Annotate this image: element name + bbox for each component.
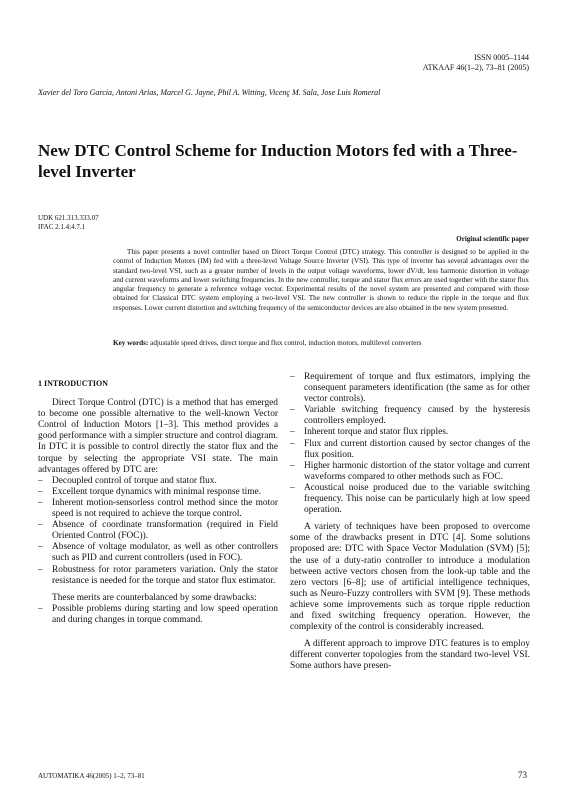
drawbacks-list-continued <box>290 372 530 516</box>
techniques-paragraph: A variety of techniques have been proposed to overcome some of the drawbacks present in DTC [4]. Some solutions proposed are: DTC with Space Vector Modulation (SVM) [5]; the use of a duty-ratio controller to introduce a modulation between active vectors chosen from the look-up table and the zero vectors [6–8]; use of artificial intelligence techniques, such as Neuro-Fuzzy controllers with SVM [9]. These methods achieve some improvements such as torque ripple reduction and fixed switching frequency operation. However, the complexity of the control is considerably increased. <box>290 522 530 633</box>
drawbacks-list <box>38 604 278 626</box>
topology-paragraph: A different approach to improve DTC features is to employ different converter topologies from the standard two-level VSI. Some authors have presen- <box>290 639 530 672</box>
list-item: – Variable switching frequency caused by the hysteresis controllers employed. <box>290 405 530 427</box>
advantages-list <box>38 476 278 587</box>
paper-type: Original scientific paper <box>456 235 529 243</box>
list-item: – Flux and current distortion caused by sector changes of the flux position. <box>290 439 530 461</box>
journal-ref: ATKAAF 46(1–2), 73–81 (2005) <box>422 63 529 72</box>
list-item: – Inherent torque and stator flux ripples. <box>290 427 530 438</box>
list-item: – Decoupled control of torque and stator flux. <box>38 476 278 487</box>
abstract: This paper presents a novel controller based on Direct Torque Control (DTC) strategy. This controller is designed to be applied in the control of Induction Motors (IM) fed with a three-level Voltage Source Inverter (VSI). This type of inverter has several advantages over the standard two-level VSI, such as a greater number of levels in the output voltage waveforms, lower dV/dt, less harmonic distortion in voltage and current waveforms and lower switching frequencies. In the new controller, torque and stator flux errors are used together with the stator flux angular frequency to generate a reference voltage vector. Experimental results of the novel system are presented and compared with those obtained for Classical DTC system employing a two-level VSI. The new controller is shown to reduce the ripple in the torque and flux responses. Lower current distortion and switching frequency of the semiconductor devices are also obtained in the new system presented. <box>113 248 529 312</box>
authors: Xavier del Toro Garcia, Antoni Arias, Marcel G. Jayne, Phil A. Witting, Vicenç M. Sala, Jose Luis Romeral <box>38 88 381 97</box>
keywords-label: Key words: <box>113 339 149 347</box>
list-item: – Requirement of torque and flux estimators, implying the consequent parameters identification (the same as for other vector controls). <box>290 372 530 405</box>
list-item: – Absence of coordinate transformation (required in Field Oriented Control (FOC)). <box>38 520 278 542</box>
list-item: – Higher harmonic distortion of the stator voltage and current waveforms compared to other methods such as FOC. <box>290 461 530 483</box>
intro-paragraph: Direct Torque Control (DTC) is a method that has emerged to become one possible alternative to the well-known Vector Control of Induction Motors [1–3]. This method provides a good performance with a simpler structure and control diagram. In DTC it is possible to control directly the stator flux and the torque by selecting the appropriate VSI state. The main advantages offered by DTC are: <box>38 398 278 475</box>
left-column <box>38 372 278 626</box>
list-item: – Possible problems during starting and low speed operation and during changes in torque command. <box>38 604 278 626</box>
right-column <box>290 372 530 672</box>
list-item: – Absence of voltage modulator, as well as other controllers such as PID and current controllers (used in FOC). <box>38 542 278 564</box>
list-item: – Acoustical noise produced due to the variable switching frequency. This noise can be particularly high at low speed operation. <box>290 483 530 516</box>
list-item: – Robustness for rotor parameters variation. Only the stator resistance is needed for the torque and stator flux estimator. <box>38 565 278 587</box>
list-item: – Inherent motion-sensorless control method since the motor speed is not required to achieve the torque control. <box>38 498 278 520</box>
keywords-text: adjustable speed drives, direct torque and flux control, induction motors, multilevel converters <box>150 339 422 347</box>
page-number: 73 <box>518 770 527 780</box>
section-heading-introduction: 1 INTRODUCTION <box>38 379 109 388</box>
ifac-code: IFAC 2.1.4;4.7.1 <box>38 223 86 231</box>
classification <box>38 214 99 232</box>
paper-title: New DTC Control Scheme for Induction Motors fed with a Three-level Inverter <box>38 141 518 181</box>
drawbacks-intro: These merits are counterbalanced by some drawbacks: <box>52 592 257 603</box>
issn: ISSN 0005–1144 <box>473 53 529 62</box>
footer-journal: AUTOMATIKA 46(2005) 1–2, 73–81 <box>38 772 145 780</box>
keywords <box>113 339 529 348</box>
issn-block <box>423 53 529 73</box>
udk-code: UDK 621.313.333.07 <box>38 214 99 222</box>
list-item: – Excellent torque dynamics with minimal response time. <box>38 487 278 498</box>
